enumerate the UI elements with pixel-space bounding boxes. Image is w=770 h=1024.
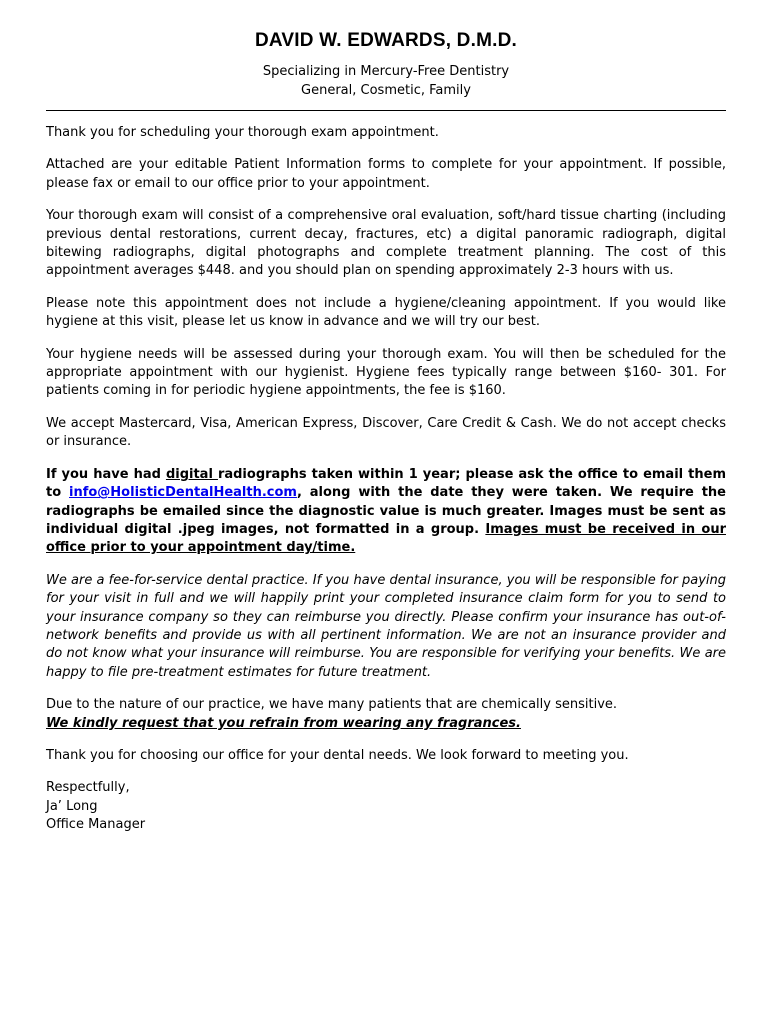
digital-emphasis: digital	[165, 466, 218, 482]
header-divider	[46, 110, 726, 111]
sensitivity-text: Due to the nature of our practice, we have many patients that are chemically sensitive.	[46, 697, 618, 713]
hygiene-fees-paragraph: Your hygiene needs will be assessed during your thorough exam. You will then be scheduled for the appropriate appointment with our hygienist. Hygiene fees typically range between $160- 301. For patients coming in for periodic hygiene appointments, the fee is $160.	[46, 346, 726, 399]
signer-title: Office Manager	[46, 817, 146, 833]
letterhead-subtitle	[46, 62, 726, 100]
specialty-line: Specializing in Mercury-Free Dentistry	[262, 64, 510, 79]
salutation: Respectfully,	[46, 780, 130, 796]
radiographs-deadline: Images must be received in our office prior to your appointment day/time.	[46, 521, 726, 556]
radiographs-text-2: radiographs taken within 1 year; please ask the office to email them to	[46, 466, 726, 501]
doctor-name: DAVID W. EDWARDS, D.M.D.	[254, 30, 517, 51]
radiographs-text-1: If you have had	[46, 466, 166, 482]
thanks-choosing-paragraph: Thank you for choosing our office for your dental needs. We look forward to meeting you.	[46, 747, 629, 763]
signer-name: Ja’ Long	[46, 798, 98, 814]
closing-block	[46, 779, 726, 834]
hygiene-note-paragraph: Please note this appointment does not include a hygiene/cleaning appointment. If you would like hygiene at this visit, please let us know in advance and we will try our best.	[46, 295, 726, 330]
sensitivity-paragraph	[46, 696, 726, 733]
payment-paragraph: We accept Mastercard, Visa, American Express, Discover, Care Credit & Cash. We do not accept checks or insurance.	[46, 415, 726, 450]
radiographs-paragraph	[46, 466, 726, 558]
fragrance-request: We kindly request that you refrain from wearing any fragrances.	[46, 715, 521, 731]
insurance-paragraph: We are a fee-for-service dental practice. If you have dental insurance, you will be responsible for paying for your visit in full and we will happily print your completed insurance claim form for you to send to your insurance company so they can reimburse you directly. Please confirm your insurance has out-of-network benefits and provide us with all pertinent information. We are not an insurance provider and do not know what your insurance will reimburse. You are responsible for verifying your benefits. We are happy to file pre-treatment estimates for future treatment.	[46, 572, 726, 680]
exam-description-paragraph: Your thorough exam will consist of a comprehensive oral evaluation, soft/hard tissue charting (including previous dental restorations, current decay, fractures, etc) a digital panoramic radiograph, digital bitewing radiographs, digital photographs and complete treatment planning. The cost of this appointment averages $448. and you should plan on spending approximately 2-3 hours with us.	[46, 208, 726, 279]
letter-page	[46, 30, 726, 835]
forms-paragraph: Attached are your editable Patient Information forms to complete for your appointment. If possible, please fax or email to our office prior to your appointment.	[46, 157, 726, 191]
services-line: General, Cosmetic, Family	[301, 83, 471, 98]
email-link[interactable]: info@HolisticDentalHealth.com	[69, 485, 297, 501]
radiographs-text-3: , along with the date they were taken. We require the radiographs be emailed since the diagnostic value is much greater. Images must be sent as individual digital .jpeg images, not formatted in a group.	[46, 485, 727, 537]
thanks-scheduling-paragraph: Thank you for scheduling your thorough exam appointment.	[46, 125, 439, 140]
